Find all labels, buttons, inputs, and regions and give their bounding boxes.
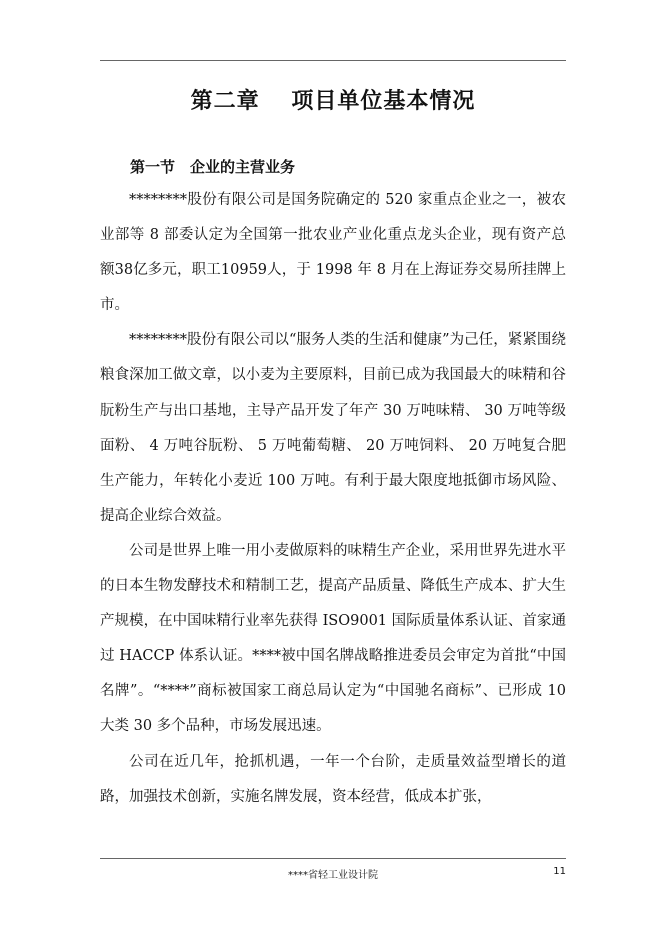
- footer-rule: [100, 858, 566, 859]
- page-number: 11: [553, 866, 566, 877]
- footer-organization: ****省轻工业设计院: [288, 870, 378, 881]
- paragraph: 公司在近几年，抢抓机遇，一年一个台阶，走质量效益型增长的道路，加强技术创新，实施名牌发展，资本经营，低成本扩张，: [100, 753, 566, 805]
- section-title: 第一节 企业的主营业务: [130, 158, 296, 176]
- header-rule: [100, 60, 566, 61]
- paragraph: ********股份有限公司以“服务人类的生活和健康”为己任，紧紧围绕粮食深加工做文章，以小麦为主要原料，目前已成为我国最大的味精和谷朊粉生产与出口基地，主导产品开发了年产 30 万吨味精、 30 万吨等级面粉、 4 万吨谷朊粉、 5 万吨葡萄糖、 20 万吨饲料、 20 万吨复合肥生产能力，年转化小麦近 100 万吨。有利于最大限度地抵御市场风险、提高企业综合效益。: [100, 332, 566, 524]
- paragraph: ********股份有限公司是国务院确定的 520 家重点企业之一，被农业部等 8 部委认定为全国第一批农业产业化重点龙头企业，现有资产总额38亿多元，职工10959人，于 1998 年 8 月在上海证券交易所挂牌上市。: [100, 192, 566, 314]
- paragraph: 公司是世界上唯一用小麦做原料的味精生产企业，采用世界先进水平的日本生物发酵技术和精制工艺，提高产品质量、降低生产成本、扩大生产规模，在中国味精行业率先获得 ISO9001 国际质量体系认证、首家通过 HACCP 体系认证。****被中国名牌战略推进委员会审定为首批“中国名牌”。“****”商标被国家工商总局认定为“中国驰名商标”、已形成 10 大类 30 多个品种，市场发展迅速。: [100, 542, 566, 735]
- chapter-title: 第二章 项目单位基本情况: [190, 88, 476, 114]
- body-text: [100, 183, 566, 815]
